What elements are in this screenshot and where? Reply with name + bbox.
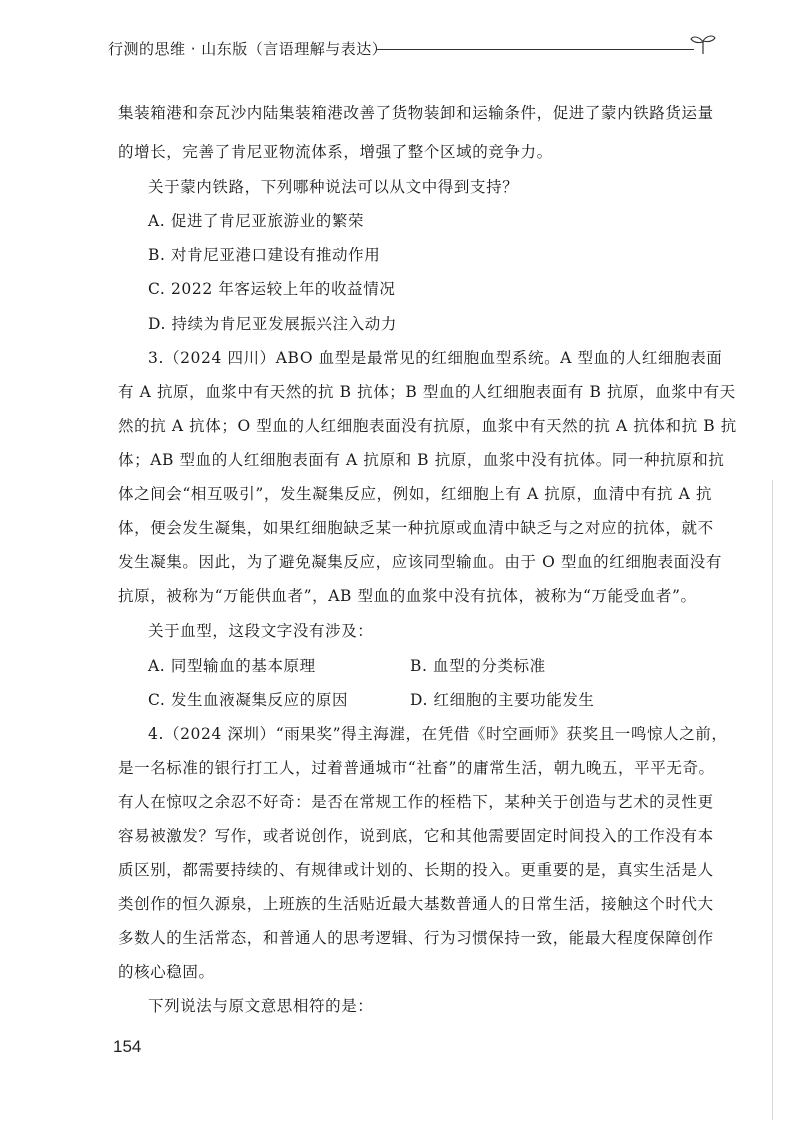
paragraph-line: 有人在惊叹之余忍不好奇：是否在常规工作的桎梏下，某种关于创造与艺术的灵性更	[118, 793, 714, 811]
answer-option: D. 持续为肯尼亚发展振兴注入动力	[148, 315, 397, 333]
paragraph-line: 然的抗 A 抗体；O 型血的人红细胞表面没有抗原，血浆中有天然的抗 A 抗体和抗 B 抗	[118, 417, 737, 435]
paragraph-line: 发生凝集。因此，为了避免凝集反应，应该同型输血。由于 O 型血的红细胞表面没有	[118, 553, 722, 571]
paragraph-line: 的增长，完善了肯尼亚物流体系，增强了整个区域的竞争力。	[118, 143, 553, 161]
answer-option: B. 血型的分类标准	[410, 657, 546, 675]
paragraph-line: 体，便会发生凝集，如果红细胞缺乏某一种抗原或血清中缺乏与之对应的抗体，就不	[118, 519, 714, 537]
sprout-icon	[688, 32, 718, 56]
paragraph-line: 多数人的生活常态，和普通人的思考逻辑、行为习惯保持一致，能最大程度保障创作	[118, 929, 714, 947]
paragraph-line: 是一名标准的银行打工人，过着普通城市“社畜”的庸常生活，朝九晚五，平平无奇。	[118, 759, 715, 777]
page-number: 154	[113, 1037, 142, 1056]
paragraph-line: 3.（2024 四川）ABO 血型是最常见的红细胞血型系统。A 型血的人红细胞表面	[148, 349, 723, 367]
answer-option: B. 对肯尼亚港口建设有推动作用	[148, 246, 381, 264]
paragraph-line: 集装箱港和奈瓦沙内陆集装箱港改善了货物装卸和运输条件，促进了蒙内铁路货运量	[118, 104, 714, 122]
paragraph-line: 的核心稳固。	[118, 963, 215, 981]
running-header	[108, 38, 718, 68]
question-stem: 关于血型，这段文字没有涉及：	[148, 622, 374, 640]
question-stem: 关于蒙内铁路，下列哪种说法可以从文中得到支持？	[148, 178, 519, 196]
running-header-title: 行测的思维 · 山东版（言语理解与表达）	[108, 40, 388, 58]
paragraph-line: 质区别，都需要持续的、有规律或计划的、长期的投入。更重要的是，真实生活是人	[118, 861, 714, 879]
paragraph-line: 类创作的恒久源泉，上班族的生活贴近最大基数普通人的日常生活，接触这个时代大	[118, 895, 714, 913]
header-rule	[376, 49, 694, 50]
page-edge-shadow	[772, 480, 773, 1120]
answer-option: A. 促进了肯尼亚旅游业的繁荣	[148, 212, 365, 230]
answer-option: D. 红细胞的主要功能发生	[410, 691, 595, 709]
paragraph-line: 抗原，被称为“万能供血者”，AB 型血的血浆中没有抗体，被称为“万能受血者”。	[118, 587, 697, 605]
answer-option: C. 发生血液凝集反应的原因	[148, 691, 349, 709]
question-stem: 下列说法与原文意思相符的是：	[148, 997, 374, 1015]
answer-option: A. 同型输血的基本原理	[148, 657, 316, 675]
paragraph-line: 体之间会“相互吸引”，发生凝集反应，例如，红细胞上有 A 抗原，血清中有抗 A 抗	[118, 485, 713, 503]
paragraph-line: 4.（2024 深圳）“雨果奖”得主海漄，在凭借《时空画师》获奖且一鸣惊人之前，	[148, 725, 728, 743]
answer-option: C. 2022 年客运较上年的收益情况	[148, 280, 396, 298]
paragraph-line: 容易被激发？写作，或者说创作，说到底，它和其他需要固定时间投入的工作没有本	[118, 827, 714, 845]
paragraph-line: 体；AB 型血的人红细胞表面有 A 抗原和 B 抗原，血浆中没有抗体。同一种抗原和抗	[118, 451, 725, 469]
paragraph-line: 有 A 抗原，血浆中有天然的抗 B 抗体；B 型血的人红细胞表面有 B 抗原，血浆中有天	[118, 383, 736, 401]
